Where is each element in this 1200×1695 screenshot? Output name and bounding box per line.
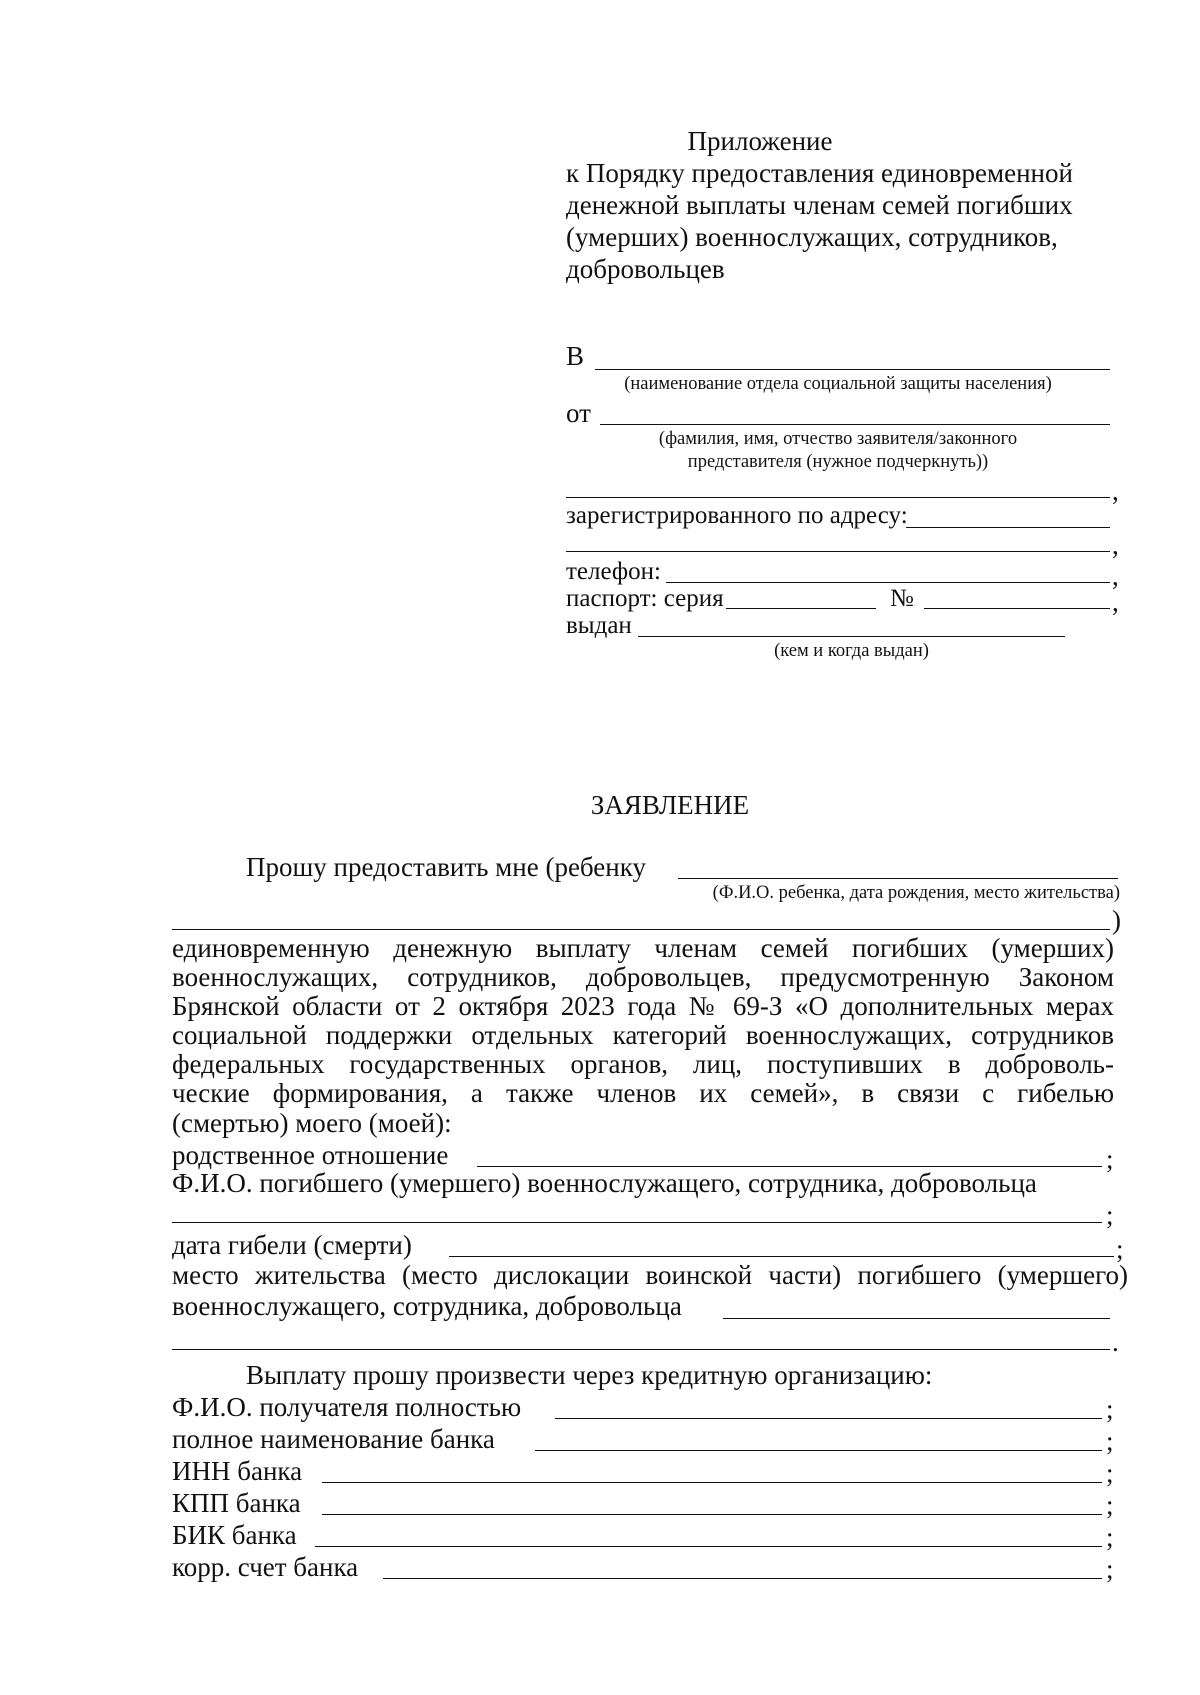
- department-name-field[interactable]: [595, 369, 1110, 370]
- relation-field[interactable]: [477, 1166, 1102, 1167]
- statement-body-line: единовременную денежную выплату членам семей погибших (умерших): [172, 933, 1114, 963]
- child-info-field[interactable]: [678, 878, 1118, 879]
- statement-body-line: военнослужащих, сотрудников, добровольцев, предусмотренную Законом: [172, 962, 1114, 992]
- semicolon: ;: [1106, 1522, 1114, 1552]
- passport-series-label: паспорт: серия: [566, 585, 724, 612]
- death-date-field[interactable]: [449, 1256, 1114, 1257]
- phone-label: телефон:: [566, 558, 661, 585]
- department-caption: (наименование отдела социальной защиты населения): [624, 374, 1052, 394]
- annex-line: (умерших) военнослужащих, сотрудников,: [566, 222, 1058, 252]
- to-label: В: [566, 341, 585, 371]
- bank-kpp-label: КПП банка: [172, 1488, 301, 1518]
- annex-line: денежной выплаты членам семей погибших: [566, 190, 1073, 220]
- issued-label: выдан: [566, 612, 632, 639]
- phone-field[interactable]: [666, 582, 1110, 583]
- statement-body-last-line: (смертью) моего (моей):: [172, 1108, 452, 1138]
- issued-caption: (кем и когда выдан): [774, 641, 929, 661]
- bank-inn-field[interactable]: [322, 1482, 1102, 1483]
- address-continuation-field[interactable]: [566, 551, 1110, 552]
- bank-inn-label: ИНН банка: [172, 1456, 303, 1486]
- issued-by-field[interactable]: [638, 636, 1065, 637]
- annex-line: добровольцев: [566, 254, 725, 284]
- comma: ,: [1112, 530, 1119, 560]
- close-paren: ): [1112, 905, 1121, 935]
- statement-title: ЗАЯВЛЕНИЕ: [590, 790, 750, 820]
- deceased-fio-field[interactable]: [172, 1222, 1102, 1223]
- statement-body-line: Брянской области от 2 октября 2023 года № 69-З «О дополнительных мерах: [172, 991, 1114, 1021]
- bank-bik-field[interactable]: [315, 1546, 1102, 1547]
- deceased-fio-label: Ф.И.О. погибшего (умершего) военнослужащего, сотрудника, добровольца: [172, 1168, 1037, 1198]
- child-info-continuation-field[interactable]: [172, 929, 1110, 930]
- bank-name-label: полное наименование банка: [172, 1424, 495, 1454]
- residence-continuation-field[interactable]: [172, 1349, 1110, 1350]
- applicant-caption-line-1: (фамилия, имя, отчество заявителя/законного: [658, 429, 1018, 449]
- request-label: Прошу предоставить мне (ребенку: [246, 852, 646, 882]
- semicolon: ;: [1106, 1200, 1114, 1230]
- address-field[interactable]: [906, 527, 1110, 528]
- applicant-name-field[interactable]: [600, 424, 1110, 425]
- semicolon: ;: [1106, 1554, 1114, 1584]
- period: .: [1112, 1327, 1119, 1357]
- payment-intro: Выплату прошу произвести через кредитную организацию:: [246, 1360, 933, 1390]
- recipient-fio-label: Ф.И.О. получателя полностью: [172, 1392, 522, 1422]
- statement-body-line: федеральных государственных органов, лиц, поступивших в доброволь-: [172, 1049, 1114, 1079]
- residence-label-line-1: место жительства (место дислокации воинской части) погибшего (умершего): [172, 1260, 1128, 1290]
- semicolon: ;: [1106, 1426, 1114, 1456]
- annex-line: к Порядку предоставления единовременной: [566, 158, 1073, 188]
- comma: ,: [1112, 561, 1119, 591]
- passport-number-field[interactable]: [924, 608, 1110, 609]
- child-caption: (Ф.И.О. ребенка, дата рождения, место жительства): [712, 883, 1120, 903]
- applicant-caption-line-2: представителя (нужное подчеркнуть)): [687, 452, 989, 472]
- comma: ,: [1112, 587, 1119, 617]
- semicolon: ;: [1106, 1144, 1114, 1174]
- bank-bik-label: БИК банка: [172, 1520, 297, 1550]
- applicant-name-continuation-field[interactable]: [566, 497, 1110, 498]
- bank-kpp-field[interactable]: [322, 1514, 1102, 1515]
- residence-field[interactable]: [723, 1318, 1110, 1319]
- bank-corr-account-field[interactable]: [383, 1578, 1102, 1579]
- comma: ,: [1112, 476, 1119, 506]
- statement-body-line: социальной поддержки отдельных категорий военнослужащих, сотрудников: [172, 1020, 1114, 1050]
- semicolon: ;: [1116, 1234, 1124, 1264]
- semicolon: ;: [1106, 1394, 1114, 1424]
- semicolon: ;: [1106, 1458, 1114, 1488]
- bank-name-field[interactable]: [535, 1450, 1102, 1451]
- from-label: от: [566, 398, 591, 428]
- residence-label-line-2: военнослужащего, сотрудника, добровольца: [172, 1291, 682, 1321]
- address-label: зарегистрированного по адресу:: [566, 502, 908, 529]
- relation-label: родственное отношение: [172, 1140, 449, 1170]
- recipient-fio-field[interactable]: [555, 1418, 1102, 1419]
- death-date-label: дата гибели (смерти): [172, 1230, 412, 1260]
- bank-corr-account-label: корр. счет банка: [172, 1552, 359, 1582]
- statement-body-line: ческие формирования, а также членов их семей», в связи с гибелью: [172, 1078, 1114, 1108]
- passport-series-field[interactable]: [726, 608, 876, 609]
- semicolon: ;: [1106, 1490, 1114, 1520]
- annex-title: Приложение: [687, 126, 833, 156]
- passport-number-label: №: [890, 585, 914, 612]
